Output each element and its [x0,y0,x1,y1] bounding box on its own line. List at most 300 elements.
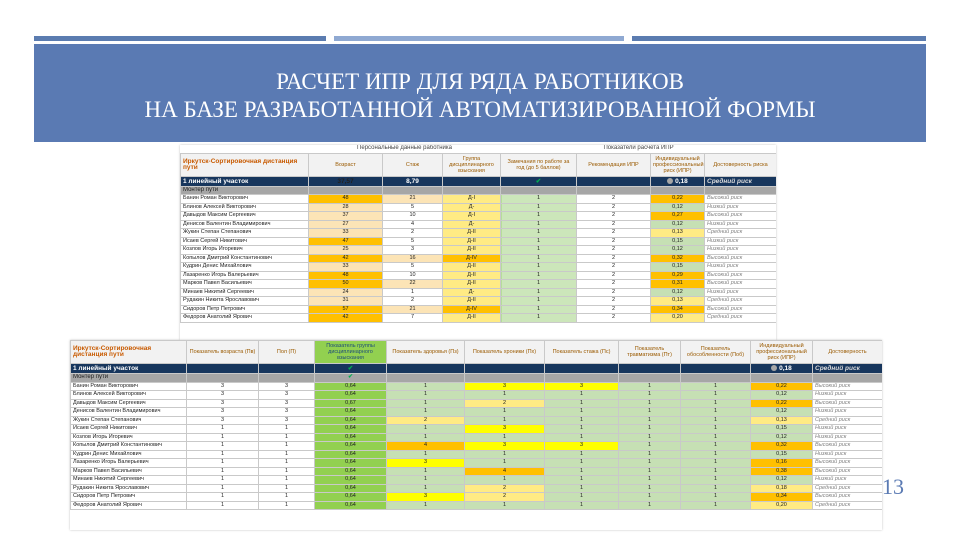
injury-indicator-cell[interactable]: 1 [619,399,681,408]
isolation-indicator-cell[interactable]: 1 [681,408,751,417]
isolation-indicator-cell[interactable]: 1 [681,484,751,493]
health-indicator-cell[interactable]: 1 [387,382,465,391]
health-indicator-cell[interactable]: 1 [387,408,465,417]
chronic-indicator-cell[interactable]: 2 [465,493,545,502]
employee-name[interactable]: Блинов Алексей Викторович [181,203,309,212]
injury-indicator-cell[interactable]: 1 [619,442,681,451]
age-indicator-cell[interactable]: 3 [187,391,259,400]
discipline-indicator-cell[interactable]: 0,64 [315,425,387,434]
recommendation-cell[interactable]: 2 [577,297,651,306]
health-indicator-cell[interactable]: 1 [387,450,465,459]
gender-cell[interactable]: 1 [259,476,315,485]
chronic-indicator-cell[interactable]: 1 [465,408,545,417]
remarks-score-cell[interactable]: 1 [501,288,577,297]
ipr-cell[interactable]: 0,20 [751,501,813,510]
stazh-cell[interactable]: 2 [383,297,443,306]
remarks-score-cell[interactable]: 1 [501,314,577,323]
injury-indicator-cell[interactable]: 1 [619,467,681,476]
stazh-cell[interactable]: 4 [383,220,443,229]
recommendation-cell[interactable]: 2 [577,246,651,255]
recommendation-cell[interactable]: 2 [577,314,651,323]
ipr-cell[interactable]: 0,32 [751,442,813,451]
ipr-cell[interactable]: 0,15 [651,263,705,272]
ipr-cell[interactable]: 0,12 [651,288,705,297]
age-indicator-cell[interactable]: 3 [187,382,259,391]
age-cell[interactable]: 42 [309,254,383,263]
isolation-indicator-cell[interactable]: 1 [681,442,751,451]
age-indicator-cell[interactable]: 1 [187,484,259,493]
isolation-indicator-cell[interactable]: 1 [681,425,751,434]
gender-cell[interactable]: 3 [259,416,315,425]
stazh-indicator-cell[interactable]: 1 [545,459,619,468]
employee-name[interactable]: Минаев Никитий Сергеевич [181,288,309,297]
stazh-indicator-cell[interactable]: 1 [545,408,619,417]
stazh-cell[interactable]: 22 [383,280,443,289]
recommendation-cell[interactable]: 2 [577,263,651,272]
discipline-group-cell[interactable]: Д-II [443,237,501,246]
discipline-group-cell[interactable]: Д- [443,220,501,229]
employee-name[interactable]: Исаев Сергей Никитович [71,425,187,434]
discipline-indicator-cell[interactable]: 0,64 [315,501,387,510]
risk-note-cell[interactable]: Средний риск [813,501,883,510]
stazh-indicator-cell[interactable]: 1 [545,501,619,510]
sheet2-header-8[interactable]: Показатель обособленности (Поб) [681,341,751,364]
ipr-cell[interactable]: 0,34 [751,493,813,502]
age-indicator-cell[interactable]: 1 [187,459,259,468]
discipline-indicator-cell[interactable]: 0,64 [315,442,387,451]
injury-indicator-cell[interactable]: 1 [619,382,681,391]
stazh-cell[interactable]: 10 [383,271,443,280]
stazh-indicator-cell[interactable]: 3 [545,382,619,391]
risk-note-cell[interactable]: Низкий риск [705,237,777,246]
isolation-indicator-cell[interactable]: 1 [681,476,751,485]
employee-name[interactable]: Федоров Анатолий Ярович [181,314,309,323]
recommendation-cell[interactable]: 2 [577,195,651,204]
employee-name[interactable]: Лазаренко Игорь Валерьевич [181,271,309,280]
injury-indicator-cell[interactable]: 1 [619,408,681,417]
injury-indicator-cell[interactable]: 1 [619,416,681,425]
stazh-indicator-cell[interactable]: 1 [545,399,619,408]
discipline-group-cell[interactable]: Д-IV [443,305,501,314]
recommendation-cell[interactable]: 2 [577,237,651,246]
age-cell[interactable]: 42 [309,314,383,323]
health-indicator-cell[interactable]: 1 [387,476,465,485]
risk-note-cell[interactable]: Высокий риск [705,271,777,280]
risk-note-cell[interactable]: Средний риск [705,229,777,238]
risk-note-cell[interactable]: Высокий риск [813,382,883,391]
ipr-cell[interactable]: 0,13 [651,229,705,238]
discipline-indicator-cell[interactable]: 0,64 [315,382,387,391]
risk-note-cell[interactable]: Средний риск [813,416,883,425]
health-indicator-cell[interactable]: 1 [387,433,465,442]
ipr-cell[interactable]: 0,22 [651,195,705,204]
ipr-cell[interactable]: 0,20 [651,314,705,323]
age-cell[interactable]: 33 [309,229,383,238]
risk-note-cell[interactable]: Низкий риск [705,288,777,297]
remarks-score-cell[interactable]: 1 [501,305,577,314]
stazh-cell[interactable]: 1 [383,288,443,297]
age-cell[interactable]: 33 [309,263,383,272]
remarks-score-cell[interactable]: 1 [501,195,577,204]
employee-name[interactable]: Жукин Степан Степанович [71,416,187,425]
risk-note-cell[interactable]: Низкий риск [813,433,883,442]
discipline-group-cell[interactable]: Д-II [443,263,501,272]
isolation-indicator-cell[interactable]: 1 [681,399,751,408]
employee-name[interactable]: Козлов Игорь Игоревич [181,246,309,255]
isolation-indicator-cell[interactable]: 1 [681,416,751,425]
recommendation-cell[interactable]: 2 [577,280,651,289]
sheet2-header-7[interactable]: Показатель травматизма (Пт) [619,341,681,364]
ipr-cell[interactable]: 0,31 [651,280,705,289]
employee-name[interactable]: Федоров Анатолий Ярович [71,501,187,510]
chronic-indicator-cell[interactable]: 1 [465,433,545,442]
chronic-indicator-cell[interactable]: 1 [465,450,545,459]
age-cell[interactable]: 37 [309,212,383,221]
isolation-indicator-cell[interactable]: 1 [681,493,751,502]
risk-note-cell[interactable]: Высокий риск [705,280,777,289]
risk-note-cell[interactable]: Средний риск [705,314,777,323]
age-cell[interactable]: 50 [309,280,383,289]
ipr-cell[interactable]: 0,12 [651,246,705,255]
employee-name[interactable]: Минаев Никитий Сергеевич [71,476,187,485]
risk-note-cell[interactable]: Низкий риск [705,246,777,255]
gender-cell[interactable]: 1 [259,467,315,476]
chronic-indicator-cell[interactable]: 1 [465,459,545,468]
age-cell[interactable]: 25 [309,246,383,255]
chronic-indicator-cell[interactable]: 3 [465,425,545,434]
discipline-group-cell[interactable]: Д-II [443,271,501,280]
sheet2-header-0[interactable]: Иркутск-Сортировочная дистанция пути [71,341,187,364]
risk-note-cell[interactable]: Высокий риск [705,212,777,221]
recommendation-cell[interactable]: 2 [577,254,651,263]
discipline-group-cell[interactable]: Д-I [443,195,501,204]
ipr-cell[interactable]: 0,15 [751,450,813,459]
discipline-group-cell[interactable]: Д-IV [443,254,501,263]
risk-note-cell[interactable]: Высокий риск [813,399,883,408]
stazh-cell[interactable]: 10 [383,212,443,221]
ipr-cell[interactable]: 0,16 [751,459,813,468]
recommendation-cell[interactable]: 2 [577,288,651,297]
discipline-indicator-cell[interactable]: 0,64 [315,433,387,442]
discipline-group-cell[interactable]: Д-II [443,297,501,306]
employee-name[interactable]: Кудрин Денис Михайлович [71,450,187,459]
health-indicator-cell[interactable]: 1 [387,467,465,476]
age-indicator-cell[interactable]: 1 [187,442,259,451]
sheet1-header-6[interactable]: Индивидуальный профессиональный риск (ИПР) [651,153,705,176]
gender-cell[interactable]: 3 [259,382,315,391]
gender-cell[interactable]: 3 [259,399,315,408]
stazh-indicator-cell[interactable]: 1 [545,476,619,485]
gender-cell[interactable]: 1 [259,433,315,442]
isolation-indicator-cell[interactable]: 1 [681,459,751,468]
sheet2-header-4[interactable]: Показатель здоровья (Пз) [387,341,465,364]
remarks-score-cell[interactable]: 1 [501,271,577,280]
health-indicator-cell[interactable]: 4 [387,442,465,451]
remarks-score-cell[interactable]: 1 [501,237,577,246]
employee-name[interactable]: Банин Роман Викторович [181,195,309,204]
ipr-cell[interactable]: 0,22 [751,399,813,408]
gender-cell[interactable]: 3 [259,408,315,417]
employee-name[interactable]: Козлов Игорь Игоревич [71,433,187,442]
chronic-indicator-cell[interactable]: 3 [465,382,545,391]
risk-note-cell[interactable]: Низкий риск [705,263,777,272]
injury-indicator-cell[interactable]: 1 [619,501,681,510]
injury-indicator-cell[interactable]: 1 [619,493,681,502]
age-cell[interactable]: 27 [309,220,383,229]
stazh-cell[interactable]: 21 [383,305,443,314]
remarks-score-cell[interactable]: 1 [501,263,577,272]
risk-note-cell[interactable]: Низкий риск [705,220,777,229]
stazh-indicator-cell[interactable]: 1 [545,484,619,493]
age-indicator-cell[interactable]: 1 [187,433,259,442]
sheet2-header-6[interactable]: Показатель стажа (Пс) [545,341,619,364]
gender-cell[interactable]: 1 [259,450,315,459]
ipr-cell[interactable]: 0,12 [751,433,813,442]
injury-indicator-cell[interactable]: 1 [619,425,681,434]
discipline-group-cell[interactable]: Д- [443,203,501,212]
employee-name[interactable]: Блинов Алексей Викторович [71,391,187,400]
remarks-score-cell[interactable]: 1 [501,229,577,238]
age-indicator-cell[interactable]: 3 [187,408,259,417]
discipline-indicator-cell[interactable]: 0,64 [315,484,387,493]
health-indicator-cell[interactable]: 1 [387,501,465,510]
remarks-score-cell[interactable]: 1 [501,254,577,263]
employee-name[interactable]: Кудрин Денис Михайлович [181,263,309,272]
risk-note-cell[interactable]: Высокий риск [813,442,883,451]
ipr-cell[interactable]: 0,15 [751,425,813,434]
employee-name[interactable]: Жукин Степан Степанович [181,229,309,238]
risk-note-cell[interactable]: Низкий риск [813,450,883,459]
recommendation-cell[interactable]: 2 [577,271,651,280]
sheet1-header-3[interactable]: Группа дисциплинарного взыскания [443,153,501,176]
age-cell[interactable]: 47 [309,237,383,246]
employee-name[interactable]: Марков Павел Васильевич [71,467,187,476]
age-indicator-cell[interactable]: 1 [187,493,259,502]
discipline-indicator-cell[interactable]: 0,64 [315,467,387,476]
sheet2-header-2[interactable]: Пол (П) [259,341,315,364]
recommendation-cell[interactable]: 2 [577,305,651,314]
risk-note-cell[interactable]: Высокий риск [705,195,777,204]
stazh-cell[interactable]: 5 [383,203,443,212]
employee-name[interactable]: Денисов Валентин Владимирович [71,408,187,417]
discipline-indicator-cell[interactable]: 0,64 [315,450,387,459]
gender-cell[interactable]: 1 [259,459,315,468]
discipline-group-cell[interactable]: Д-I [443,212,501,221]
age-indicator-cell[interactable]: 1 [187,501,259,510]
age-cell[interactable]: 57 [309,305,383,314]
remarks-score-cell[interactable]: 1 [501,220,577,229]
risk-note-cell[interactable]: Низкий риск [813,425,883,434]
employee-name[interactable]: Давыдов Максим Сергеевич [181,212,309,221]
risk-note-cell[interactable]: Низкий риск [813,476,883,485]
isolation-indicator-cell[interactable]: 1 [681,501,751,510]
risk-note-cell[interactable]: Низкий риск [813,408,883,417]
sheet1-header-0[interactable]: Иркутск-Сортировочная дистанция пути [181,153,309,176]
remarks-score-cell[interactable]: 1 [501,297,577,306]
employee-name[interactable]: Копылов Дмитрий Константинович [181,254,309,263]
ipr-cell[interactable]: 0,15 [651,237,705,246]
sheet2-header-9[interactable]: Индивидуальный профессиональный риск (ИПР) [751,341,813,364]
stazh-cell[interactable]: 21 [383,195,443,204]
chronic-indicator-cell[interactable]: 3 [465,442,545,451]
gender-cell[interactable]: 1 [259,493,315,502]
recommendation-cell[interactable]: 2 [577,229,651,238]
age-indicator-cell[interactable]: 1 [187,425,259,434]
remarks-score-cell[interactable]: 1 [501,280,577,289]
discipline-indicator-cell[interactable]: 0,64 [315,493,387,502]
chronic-indicator-cell[interactable]: 1 [465,501,545,510]
risk-note-cell[interactable]: Средний риск [705,297,777,306]
risk-note-cell[interactable]: Высокий риск [813,493,883,502]
sheet1-header-5[interactable]: Рекомендация ИПР [577,153,651,176]
ipr-cell[interactable]: 0,13 [751,416,813,425]
ipr-cell[interactable]: 0,32 [651,254,705,263]
stazh-cell[interactable]: 7 [383,314,443,323]
discipline-indicator-cell[interactable]: 0,64 [315,416,387,425]
stazh-cell[interactable]: 3 [383,246,443,255]
age-cell[interactable]: 31 [309,297,383,306]
risk-note-cell[interactable]: Низкий риск [813,391,883,400]
stazh-cell[interactable]: 2 [383,229,443,238]
discipline-group-cell[interactable]: Д-II [443,229,501,238]
risk-note-cell[interactable]: Высокий риск [813,467,883,476]
isolation-indicator-cell[interactable]: 1 [681,382,751,391]
ipr-cell[interactable]: 0,18 [751,484,813,493]
discipline-indicator-cell[interactable]: 0,64 [315,476,387,485]
employee-name[interactable]: Сидоров Петр Петрович [71,493,187,502]
health-indicator-cell[interactable]: 1 [387,399,465,408]
age-cell[interactable]: 24 [309,288,383,297]
isolation-indicator-cell[interactable]: 1 [681,391,751,400]
employee-name[interactable]: Рудакин Никита Ярославович [181,297,309,306]
recommendation-cell[interactable]: 2 [577,203,651,212]
health-indicator-cell[interactable]: 1 [387,391,465,400]
stazh-cell[interactable]: 16 [383,254,443,263]
ipr-cell[interactable]: 0,38 [751,467,813,476]
age-indicator-cell[interactable]: 3 [187,399,259,408]
ipr-cell[interactable]: 0,12 [751,476,813,485]
stazh-indicator-cell[interactable]: 1 [545,391,619,400]
employee-name[interactable]: Рудакин Никита Ярославович [71,484,187,493]
ipr-cell[interactable]: 0,29 [651,271,705,280]
health-indicator-cell[interactable]: 1 [387,484,465,493]
risk-note-cell[interactable]: Высокий риск [705,254,777,263]
age-cell[interactable]: 28 [309,203,383,212]
isolation-indicator-cell[interactable]: 1 [681,467,751,476]
stazh-indicator-cell[interactable]: 1 [545,467,619,476]
age-cell[interactable]: 48 [309,271,383,280]
stazh-indicator-cell[interactable]: 1 [545,450,619,459]
ipr-cell[interactable]: 0,12 [651,220,705,229]
sheet2-header-3[interactable]: Показатель группы дисциплинарного взыскания [315,341,387,364]
injury-indicator-cell[interactable]: 1 [619,484,681,493]
stazh-indicator-cell[interactable]: 1 [545,416,619,425]
discipline-group-cell[interactable]: Д-II [443,280,501,289]
gender-cell[interactable]: 3 [259,391,315,400]
gender-cell[interactable]: 1 [259,442,315,451]
age-indicator-cell[interactable]: 3 [187,416,259,425]
discipline-group-cell[interactable]: Д-II [443,314,501,323]
employee-name[interactable]: Лазаренко Игорь Валерьевич [71,459,187,468]
injury-indicator-cell[interactable]: 1 [619,391,681,400]
employee-name[interactable]: Марков Павел Васильевич [181,280,309,289]
ipr-cell[interactable]: 0,13 [651,297,705,306]
employee-name[interactable]: Сидоров Петр Петрович [181,305,309,314]
employee-name[interactable]: Давыдов Максим Сергеевич [71,399,187,408]
chronic-indicator-cell[interactable]: 2 [465,484,545,493]
remarks-score-cell[interactable]: 1 [501,203,577,212]
recommendation-cell[interactable]: 2 [577,212,651,221]
gender-cell[interactable]: 1 [259,484,315,493]
risk-note-cell[interactable]: Высокий риск [705,305,777,314]
injury-indicator-cell[interactable]: 1 [619,450,681,459]
remarks-score-cell[interactable]: 1 [501,212,577,221]
discipline-indicator-cell[interactable]: 0,64 [315,459,387,468]
stazh-indicator-cell[interactable]: 1 [545,493,619,502]
ipr-cell[interactable]: 0,12 [751,391,813,400]
discipline-group-cell[interactable]: Д-II [443,246,501,255]
age-cell[interactable]: 48 [309,195,383,204]
isolation-indicator-cell[interactable]: 1 [681,450,751,459]
sheet1-header-1[interactable]: Возраст [309,153,383,176]
sheet1-header-2[interactable]: Стаж [383,153,443,176]
injury-indicator-cell[interactable]: 1 [619,459,681,468]
health-indicator-cell[interactable]: 3 [387,493,465,502]
remarks-score-cell[interactable]: 1 [501,246,577,255]
employee-name[interactable]: Копылов Дмитрий Константинович [71,442,187,451]
age-indicator-cell[interactable]: 1 [187,476,259,485]
isolation-indicator-cell[interactable]: 1 [681,433,751,442]
discipline-indicator-cell[interactable]: 0,64 [315,408,387,417]
age-indicator-cell[interactable]: 1 [187,467,259,476]
stazh-indicator-cell[interactable]: 1 [545,433,619,442]
risk-note-cell[interactable]: Низкий риск [705,203,777,212]
stazh-indicator-cell[interactable]: 1 [545,425,619,434]
employee-name[interactable]: Денисов Валентин Владимирович [181,220,309,229]
stazh-cell[interactable]: 5 [383,263,443,272]
injury-indicator-cell[interactable]: 1 [619,476,681,485]
employee-name[interactable]: Банин Роман Викторович [71,382,187,391]
chronic-indicator-cell[interactable]: 1 [465,416,545,425]
stazh-cell[interactable]: 5 [383,237,443,246]
ipr-cell[interactable]: 0,22 [751,382,813,391]
chronic-indicator-cell[interactable]: 1 [465,391,545,400]
injury-indicator-cell[interactable]: 1 [619,433,681,442]
chronic-indicator-cell[interactable]: 1 [465,476,545,485]
ipr-cell[interactable]: 0,12 [651,203,705,212]
sheet2-header-10[interactable]: Достоверность [813,341,883,364]
gender-cell[interactable]: 1 [259,425,315,434]
discipline-indicator-cell[interactable]: 0,67 [315,399,387,408]
ipr-cell[interactable]: 0,27 [651,212,705,221]
ipr-cell[interactable]: 0,12 [751,408,813,417]
chronic-indicator-cell[interactable]: 2 [465,399,545,408]
discipline-indicator-cell[interactable]: 0,64 [315,391,387,400]
health-indicator-cell[interactable]: 2 [387,416,465,425]
sheet1-header-7[interactable]: Достоверность риска [705,153,777,176]
health-indicator-cell[interactable]: 3 [387,459,465,468]
employee-name[interactable]: Исаев Сергей Никитович [181,237,309,246]
sheet2-header-1[interactable]: Показатель возраста (Пв) [187,341,259,364]
recommendation-cell[interactable]: 2 [577,220,651,229]
risk-note-cell[interactable]: Средний риск [813,484,883,493]
discipline-group-cell[interactable]: Д- [443,288,501,297]
age-indicator-cell[interactable]: 1 [187,450,259,459]
health-indicator-cell[interactable]: 1 [387,425,465,434]
sheet1-header-4[interactable]: Замечания по работе за год (до 5 баллов) [501,153,577,176]
ipr-cell[interactable]: 0,34 [651,305,705,314]
gender-cell[interactable]: 1 [259,501,315,510]
